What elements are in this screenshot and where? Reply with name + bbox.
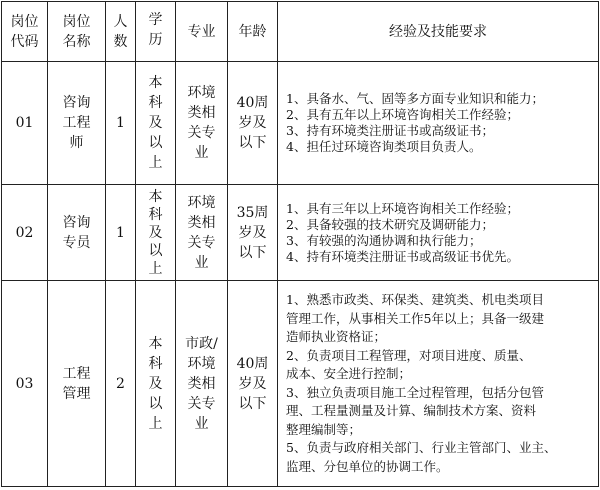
job-requirements-table — [1, 1, 599, 487]
header-count: 人 数 — [106, 2, 136, 62]
row-requirements: 1、熟悉市政类、环保类、建筑类、机电类项目 管理工作，从事相关工作5年以上；具备一级建 造师执业资格证； 2、负责项目工程管理，对项目进度、质量、 成本、安全进行控制； 3、独立负责项目施工全过程管理，包括分包管 理、工程量测量及计算、编制技术方案、资料 整理编制等； 5、负责与政府相关部门、行业主管部门、业主、 监理、分包单位的协调工作。 — [278, 281, 599, 487]
header-requirements: 经验及技能要求 — [278, 2, 599, 62]
row-count: 1 — [106, 185, 136, 281]
row-code: 02 — [2, 185, 48, 281]
row-age: 35周 岁及 以下 — [228, 185, 278, 281]
header-education: 学 历 — [136, 2, 176, 62]
row-code: 01 — [2, 62, 48, 185]
header-row — [2, 2, 599, 62]
row-position-name: 咨询 工程 师 — [48, 62, 106, 185]
row-education: 本 科 及 以 上 — [136, 185, 176, 281]
row-count: 2 — [106, 281, 136, 487]
table-row — [2, 281, 599, 487]
header-major: 专业 — [176, 2, 228, 62]
row-position-name: 工程 管理 — [48, 281, 106, 487]
row-position-name: 咨询 专员 — [48, 185, 106, 281]
row-major: 市政/ 环境 类相 关专 业 — [176, 281, 228, 487]
header-name: 岗位 名称 — [48, 2, 106, 62]
row-code: 03 — [2, 281, 48, 487]
table-row — [2, 62, 599, 185]
row-age: 40周 岁及 以下 — [228, 62, 278, 185]
header-code: 岗位 代码 — [2, 2, 48, 62]
header-age: 年龄 — [228, 2, 278, 62]
row-requirements: 1、具备水、气、固等多方面专业知识和能力； 2、具有五年以上环境咨询相关工作经验； 3、持有环境类注册证书或高级证书； 4、担任过环境咨询类项目负责人。 — [278, 62, 599, 185]
row-major: 环境 类相 关专 业 — [176, 185, 228, 281]
row-requirements: 1、具有三年以上环境咨询相关工作经验； 2、具备较强的技术研究及调研能力； 3、有较强的沟通协调和执行能力； 4、持有环境类注册证书或高级证书优先。 — [278, 185, 599, 281]
table-row — [2, 185, 599, 281]
row-education: 本 科 及 以 上 — [136, 62, 176, 185]
row-education: 本 科 及 以 上 — [136, 281, 176, 487]
row-count: 1 — [106, 62, 136, 185]
row-major: 环境 类相 关专 业 — [176, 62, 228, 185]
row-age: 40周 岁及 以下 — [228, 281, 278, 487]
